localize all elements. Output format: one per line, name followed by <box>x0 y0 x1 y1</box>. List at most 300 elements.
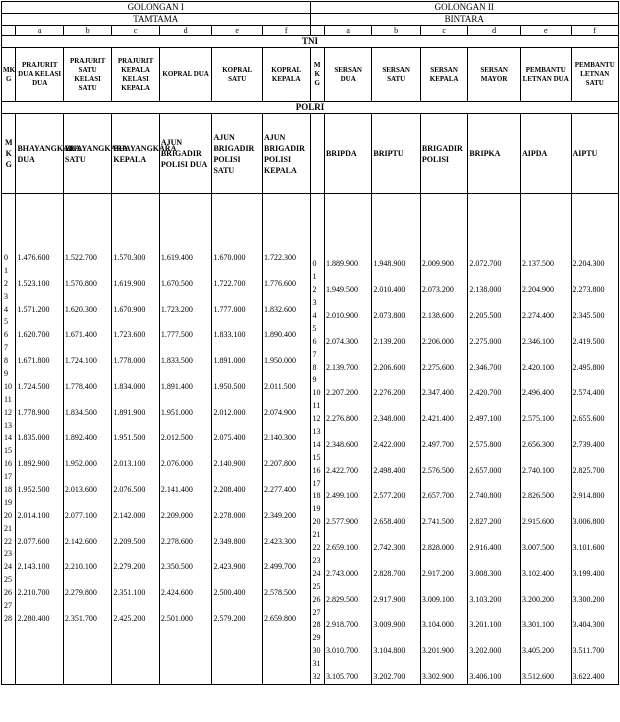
salary-cell <box>113 574 157 587</box>
salary-cell <box>326 323 370 336</box>
salary-cell <box>522 400 570 413</box>
salary-cell: 2.012.500 <box>160 433 193 443</box>
salary-cell: 2.013.100 <box>113 459 146 469</box>
salary-cell: 2.014.100 <box>17 510 50 520</box>
salary-cell <box>113 471 157 484</box>
salary-cell: 3.202.000 <box>469 646 502 656</box>
mkg-value: 8 <box>4 356 8 366</box>
mkg-value: 7 <box>312 349 317 359</box>
mkg-value: 12 <box>312 414 321 424</box>
salary-cell: 3.512.600 <box>521 671 554 681</box>
salary-cell <box>573 607 618 620</box>
salary-cell <box>522 323 570 336</box>
salary-cell: 2.420.700 <box>469 388 502 398</box>
salary-cell <box>213 291 261 304</box>
salary-cell <box>573 478 618 491</box>
salary-cell <box>422 658 466 671</box>
mkg-value: 18 <box>4 485 12 495</box>
salary-cell: 2.914.800 <box>572 491 605 501</box>
salary-cell: 1.889.900 <box>325 259 358 269</box>
salary-cell <box>422 297 466 310</box>
salary-cell: 2.575.100 <box>521 414 554 424</box>
polri-rank-g2: BRIPDA <box>324 114 371 194</box>
salary-cell <box>422 452 466 465</box>
salary-cell <box>573 658 618 671</box>
salary-cell: 2.422.700 <box>325 465 358 475</box>
salary-cell <box>113 523 157 536</box>
salary-cell <box>65 265 110 278</box>
salary-cell <box>113 497 157 510</box>
salary-cell <box>213 368 261 381</box>
salary-cell: 2.206.600 <box>373 362 406 372</box>
salary-cell <box>373 400 418 413</box>
salary-cell: 2.279.200 <box>113 562 146 572</box>
tni-rank-g1: KOPRAL KEPALA <box>262 48 310 102</box>
salary-cell: 2.073.800 <box>373 311 406 321</box>
salary-cell: 1.834.000 <box>113 381 146 391</box>
salary-cell: 3.201.100 <box>469 620 502 630</box>
salary-cell: 1.833.100 <box>213 330 246 340</box>
mkg-value: 23 <box>312 555 321 565</box>
salary-cell: 1.723.200 <box>160 304 193 314</box>
salary-cell <box>65 600 110 613</box>
row-spacer <box>522 194 570 207</box>
salary-cell: 3.101.600 <box>572 543 605 553</box>
mkg-value: 28 <box>4 613 12 623</box>
salary-cell: 2.499.700 <box>263 562 296 572</box>
salary-cell: 3.007.500 <box>521 543 554 553</box>
salary-column-g1 <box>112 194 159 685</box>
salary-cell <box>264 291 309 304</box>
salary-cell: 1.570.300 <box>113 253 146 262</box>
salary-cell <box>113 342 157 355</box>
salary-cell: 3.102.400 <box>521 568 554 578</box>
salary-cell <box>422 349 466 362</box>
bintara-label: BINTARA <box>310 14 618 26</box>
salary-cell <box>422 581 466 594</box>
mkg-header-g2: M K G <box>310 48 324 102</box>
mkg-value: 14 <box>312 439 321 449</box>
salary-cell: 2.349.200 <box>263 510 296 520</box>
polri-rank-g1: AJUN BRIGADIR POLISI DUA <box>159 114 212 194</box>
salary-cell <box>17 445 61 458</box>
salary-cell <box>469 297 519 310</box>
salary-cell: 3.622.400 <box>572 671 605 681</box>
salary-cell <box>573 503 618 516</box>
salary-cell: 3.301.100 <box>521 620 554 630</box>
row-spacer <box>469 246 519 259</box>
salary-cell <box>65 368 110 381</box>
salary-cell <box>373 503 418 516</box>
salary-cell <box>65 342 110 355</box>
salary-cell: 2.498.400 <box>373 465 406 475</box>
row-spacer <box>326 246 370 259</box>
salary-cell: 1.891.900 <box>113 407 146 417</box>
salary-cell: 1.778.400 <box>64 381 97 391</box>
row-spacer <box>326 194 370 207</box>
salary-cell <box>373 555 418 568</box>
salary-column-g2 <box>324 194 371 685</box>
salary-cell <box>522 632 570 645</box>
mkg-value: 1 <box>312 272 317 282</box>
salary-cell: 1.832.600 <box>263 304 296 314</box>
mkg-value: 7 <box>4 343 8 353</box>
salary-cell <box>469 426 519 439</box>
salary-cell <box>373 374 418 387</box>
salary-cell <box>161 316 211 329</box>
polri-rank-g1: BHAYANGKARA KEPALA <box>112 114 159 194</box>
salary-cell: 2.009.900 <box>421 259 454 269</box>
salary-cell: 2.073.200 <box>421 285 454 295</box>
salary-cell: 1.570.800 <box>64 278 97 288</box>
salary-cell: 1.619.400 <box>160 253 193 262</box>
salary-cell: 2.072.700 <box>469 259 502 269</box>
row-spacer <box>469 233 519 246</box>
salary-cell <box>373 297 418 310</box>
salary-cell: 1.951.500 <box>113 433 146 443</box>
row-spacer <box>573 246 618 259</box>
salary-cell: 3.104.000 <box>421 620 454 630</box>
salary-cell <box>161 600 211 613</box>
salary-cell: 2.577.200 <box>373 491 406 501</box>
salary-cell: 1.892.900 <box>17 459 50 469</box>
letter-blank <box>310 26 324 36</box>
salary-cell: 2.139.200 <box>373 336 406 346</box>
letter-g1: a <box>16 26 63 36</box>
salary-cell: 1.891.400 <box>160 381 193 391</box>
polri-rank-g1: BHAYANGKARA SATU <box>63 114 111 194</box>
salary-cell <box>65 291 110 304</box>
salary-cell: 2.012.000 <box>213 407 246 417</box>
salary-cell: 2.075.400 <box>213 433 246 443</box>
salary-cell: 2.741.500 <box>421 517 454 527</box>
salary-cell <box>264 265 309 278</box>
salary-cell: 2.828.000 <box>421 543 454 553</box>
salary-cell: 2.138.600 <box>421 311 454 321</box>
salary-cell <box>65 523 110 536</box>
salary-cell: 2.141.400 <box>160 485 193 495</box>
salary-cell: 2.137.500 <box>521 259 554 269</box>
salary-column-g2 <box>468 194 521 685</box>
salary-cell: 2.347.400 <box>421 388 454 398</box>
salary-cell <box>469 323 519 336</box>
salary-cell <box>161 420 211 433</box>
salary-cell: 2.742.300 <box>373 543 406 553</box>
row-spacer <box>522 233 570 246</box>
salary-cell <box>161 471 211 484</box>
mkg-value: 20 <box>312 517 321 527</box>
salary-cell <box>213 497 261 510</box>
mkg-value: 16 <box>4 459 12 469</box>
salary-cell: 1.722.300 <box>263 253 296 262</box>
salary-cell <box>522 297 570 310</box>
mkg-value: 9 <box>4 369 8 379</box>
mkg-value: 27 <box>4 601 12 611</box>
mkg-value: 32 <box>312 671 321 681</box>
salary-cell: 2.280.400 <box>17 613 50 623</box>
row-spacer <box>522 207 570 220</box>
salary-cell <box>573 374 618 387</box>
salary-cell: 2.206.000 <box>421 336 454 346</box>
salary-cell <box>422 632 466 645</box>
tni-rank-g1: PRAJURIT KEPALA KELASI KEPALA <box>112 48 159 102</box>
tni-rank-g2: SERSAN DUA <box>324 48 371 102</box>
salary-cell: 2.276.200 <box>373 388 406 398</box>
salary-cell <box>17 471 61 484</box>
salary-cell <box>469 400 519 413</box>
salary-cell <box>373 607 418 620</box>
row-spacer <box>469 207 519 220</box>
salary-cell <box>65 548 110 561</box>
salary-cell: 3.009.900 <box>373 620 406 630</box>
mkg-value: 17 <box>4 472 12 482</box>
salary-cell <box>422 607 466 620</box>
row-spacer <box>326 220 370 233</box>
salary-cell: 2.077.100 <box>64 510 97 520</box>
row-spacer <box>522 220 570 233</box>
mkg-value: 6 <box>4 330 8 340</box>
salary-cell: 1.890.400 <box>263 330 296 340</box>
salary-cell <box>17 394 61 407</box>
salary-cell: 2.207.800 <box>263 459 296 469</box>
salary-column-g2 <box>520 194 571 685</box>
salary-cell: 2.275.600 <box>421 362 454 372</box>
salary-column-g2 <box>571 194 619 685</box>
salary-cell: 2.421.400 <box>421 414 454 424</box>
salary-cell: 2.349.800 <box>213 536 246 546</box>
salary-cell: 3.302.900 <box>421 671 454 681</box>
salary-cell <box>264 497 309 510</box>
mkg-column-g1 <box>2 194 16 685</box>
polri-rank-g2: AIPTU <box>571 114 619 194</box>
polri-rank-g2: BRIPTU <box>372 114 420 194</box>
salary-cell: 2.917.900 <box>373 594 406 604</box>
salary-cell <box>573 400 618 413</box>
salary-cell <box>213 548 261 561</box>
salary-column-g1 <box>16 194 63 685</box>
salary-cell <box>326 632 370 645</box>
salary-cell: 1.724.500 <box>17 381 50 391</box>
mkg-value: 17 <box>312 478 321 488</box>
salary-cell <box>17 316 61 329</box>
salary-cell: 1.777.500 <box>160 330 193 340</box>
salary-cell: 1.620.700 <box>17 330 50 340</box>
salary-cell: 1.723.600 <box>113 330 146 340</box>
mkg-value: 22 <box>4 536 12 546</box>
salary-cell: 1.571.200 <box>17 304 50 314</box>
salary-cell: 2.348.600 <box>325 439 358 449</box>
salary-cell <box>161 497 211 510</box>
salary-cell: 2.500.400 <box>213 588 246 598</box>
salary-cell <box>213 523 261 536</box>
salary-cell: 2.655.600 <box>572 414 605 424</box>
polri-rank-g2: AIPDA <box>520 114 571 194</box>
salary-cell: 2.577.900 <box>325 517 358 527</box>
mkg-value: 19 <box>4 497 12 507</box>
row-spacer <box>373 220 418 233</box>
salary-cell <box>264 368 309 381</box>
salary-cell: 1.670.500 <box>160 278 193 288</box>
salary-cell <box>264 471 309 484</box>
salary-cell: 2.208.400 <box>213 485 246 495</box>
salary-column-g1 <box>63 194 111 685</box>
mkg-value: 24 <box>4 562 12 572</box>
salary-cell: 2.348.000 <box>373 414 406 424</box>
letter-g2: b <box>372 26 420 36</box>
salary-cell <box>573 632 618 645</box>
mkg-value: 19 <box>312 504 321 514</box>
salary-cell: 2.345.500 <box>572 311 605 321</box>
salary-cell: 2.501.000 <box>160 613 193 623</box>
mkg-value: 4 <box>312 311 317 321</box>
mkg-value: 16 <box>312 465 321 475</box>
row-spacer <box>326 233 370 246</box>
tni-rank-g2: SERSAN KEPALA <box>420 48 467 102</box>
salary-cell <box>469 503 519 516</box>
salary-cell <box>264 342 309 355</box>
salary-cell <box>213 600 261 613</box>
row-spacer <box>312 207 323 220</box>
mkg-value: 15 <box>312 452 321 462</box>
salary-cell <box>522 658 570 671</box>
salary-cell <box>213 471 261 484</box>
salary-cell: 2.576.500 <box>421 465 454 475</box>
row-spacer <box>422 194 466 207</box>
salary-cell: 2.656.300 <box>521 439 554 449</box>
salary-cell <box>17 574 61 587</box>
salary-cell: 2.278.600 <box>160 536 193 546</box>
salary-cell <box>65 316 110 329</box>
salary-cell: 2.740.800 <box>469 491 502 501</box>
row-spacer <box>373 233 418 246</box>
salary-cell <box>522 581 570 594</box>
salary-cell: 2.204.300 <box>572 259 605 269</box>
salary-cell: 1.891.000 <box>213 356 246 366</box>
salary-cell <box>469 452 519 465</box>
mkg-value: 0 <box>312 259 317 269</box>
salary-cell: 2.657.000 <box>469 465 502 475</box>
salary-cell <box>469 271 519 284</box>
salary-cell: 2.495.800 <box>572 362 605 372</box>
salary-cell <box>264 394 309 407</box>
salary-cell <box>17 548 61 561</box>
salary-cell: 2.207.200 <box>325 388 358 398</box>
mkg-value: 14 <box>4 433 12 443</box>
salary-cell <box>17 600 61 613</box>
golongan-2-title: GOLONGAN II <box>310 2 618 14</box>
salary-column-g1 <box>159 194 212 685</box>
salary-cell: 3.010.700 <box>325 646 358 656</box>
salary-cell: 2.423.300 <box>263 536 296 546</box>
salary-cell <box>17 420 61 433</box>
salary-cell: 2.420.100 <box>521 362 554 372</box>
salary-cell <box>573 426 618 439</box>
salary-cell: 2.276.800 <box>325 414 358 424</box>
salary-cell <box>522 478 570 491</box>
salary-cell <box>573 529 618 542</box>
salary-cell <box>17 497 61 510</box>
mkg-value: 27 <box>312 607 321 617</box>
salary-cell: 2.205.500 <box>469 311 502 321</box>
salary-cell <box>469 607 519 620</box>
mkg-value: 10 <box>312 388 321 398</box>
row-spacer <box>312 220 323 233</box>
salary-cell: 2.210.100 <box>64 562 97 572</box>
salary-cell <box>422 323 466 336</box>
salary-cell <box>264 600 309 613</box>
mkg-value: 10 <box>4 381 12 391</box>
salary-cell <box>326 658 370 671</box>
salary-cell <box>326 607 370 620</box>
salary-cell: 2.076.000 <box>160 459 193 469</box>
row-spacer <box>373 246 418 259</box>
tni-rank-g2: PEMBANTU LETNAN SATU <box>571 48 619 102</box>
salary-cell <box>161 265 211 278</box>
mkg-value: 13 <box>312 427 321 437</box>
salary-cell <box>213 394 261 407</box>
salary-cell: 2.575.800 <box>469 439 502 449</box>
salary-cell <box>373 658 418 671</box>
row-spacer <box>312 194 323 207</box>
salary-cell: 1.952.500 <box>17 485 50 495</box>
salary-cell <box>422 555 466 568</box>
salary-cell: 1.476.600 <box>17 253 50 262</box>
salary-cell: 3.406.100 <box>469 671 502 681</box>
salary-cell <box>373 452 418 465</box>
salary-cell <box>373 632 418 645</box>
polri-rank-g2: BRIGADIR POLISI <box>420 114 467 194</box>
row-spacer <box>422 246 466 259</box>
salary-cell <box>373 323 418 336</box>
salary-cell <box>65 574 110 587</box>
salary-cell: 1.778.900 <box>17 407 50 417</box>
salary-cell <box>522 529 570 542</box>
tni-rank-g1: PRAJURIT SATU KELASI SATU <box>63 48 111 102</box>
salary-cell <box>113 445 157 458</box>
mkg-value: 18 <box>312 491 321 501</box>
salary-cell <box>161 394 211 407</box>
salary-cell: 3.006.800 <box>572 517 605 527</box>
salary-cell: 2.496.400 <box>521 388 554 398</box>
salary-cell: 2.916.400 <box>469 543 502 553</box>
salary-cell: 3.202.700 <box>373 671 406 681</box>
salary-cell: 2.138.000 <box>469 285 502 295</box>
row-spacer <box>422 233 466 246</box>
salary-cell: 3.200.200 <box>521 594 554 604</box>
salary-cell: 3.300.200 <box>572 594 605 604</box>
salary-cell: 2.346.100 <box>521 336 554 346</box>
salary-column-g2 <box>420 194 467 685</box>
mkg-value: 6 <box>312 336 317 346</box>
salary-cell <box>326 271 370 284</box>
salary-cell: 3.405.200 <box>521 646 554 656</box>
salary-cell: 1.948.900 <box>373 259 406 269</box>
salary-cell: 1.619.900 <box>113 278 146 288</box>
row-spacer <box>422 207 466 220</box>
salary-cell: 1.670.000 <box>213 253 246 262</box>
mkg-value: 23 <box>4 549 12 559</box>
salary-cell: 2.351.700 <box>64 613 97 623</box>
mkg-value: 2 <box>312 285 317 295</box>
salary-cell: 2.918.700 <box>325 620 358 630</box>
row-spacer <box>573 233 618 246</box>
salary-cell: 1.949.500 <box>325 285 358 295</box>
letter-g1: c <box>112 26 159 36</box>
mkg-header-polri-g2 <box>310 114 324 194</box>
mkg-value: 21 <box>312 530 321 540</box>
mkg-value: 5 <box>4 317 8 327</box>
salary-cell <box>422 478 466 491</box>
